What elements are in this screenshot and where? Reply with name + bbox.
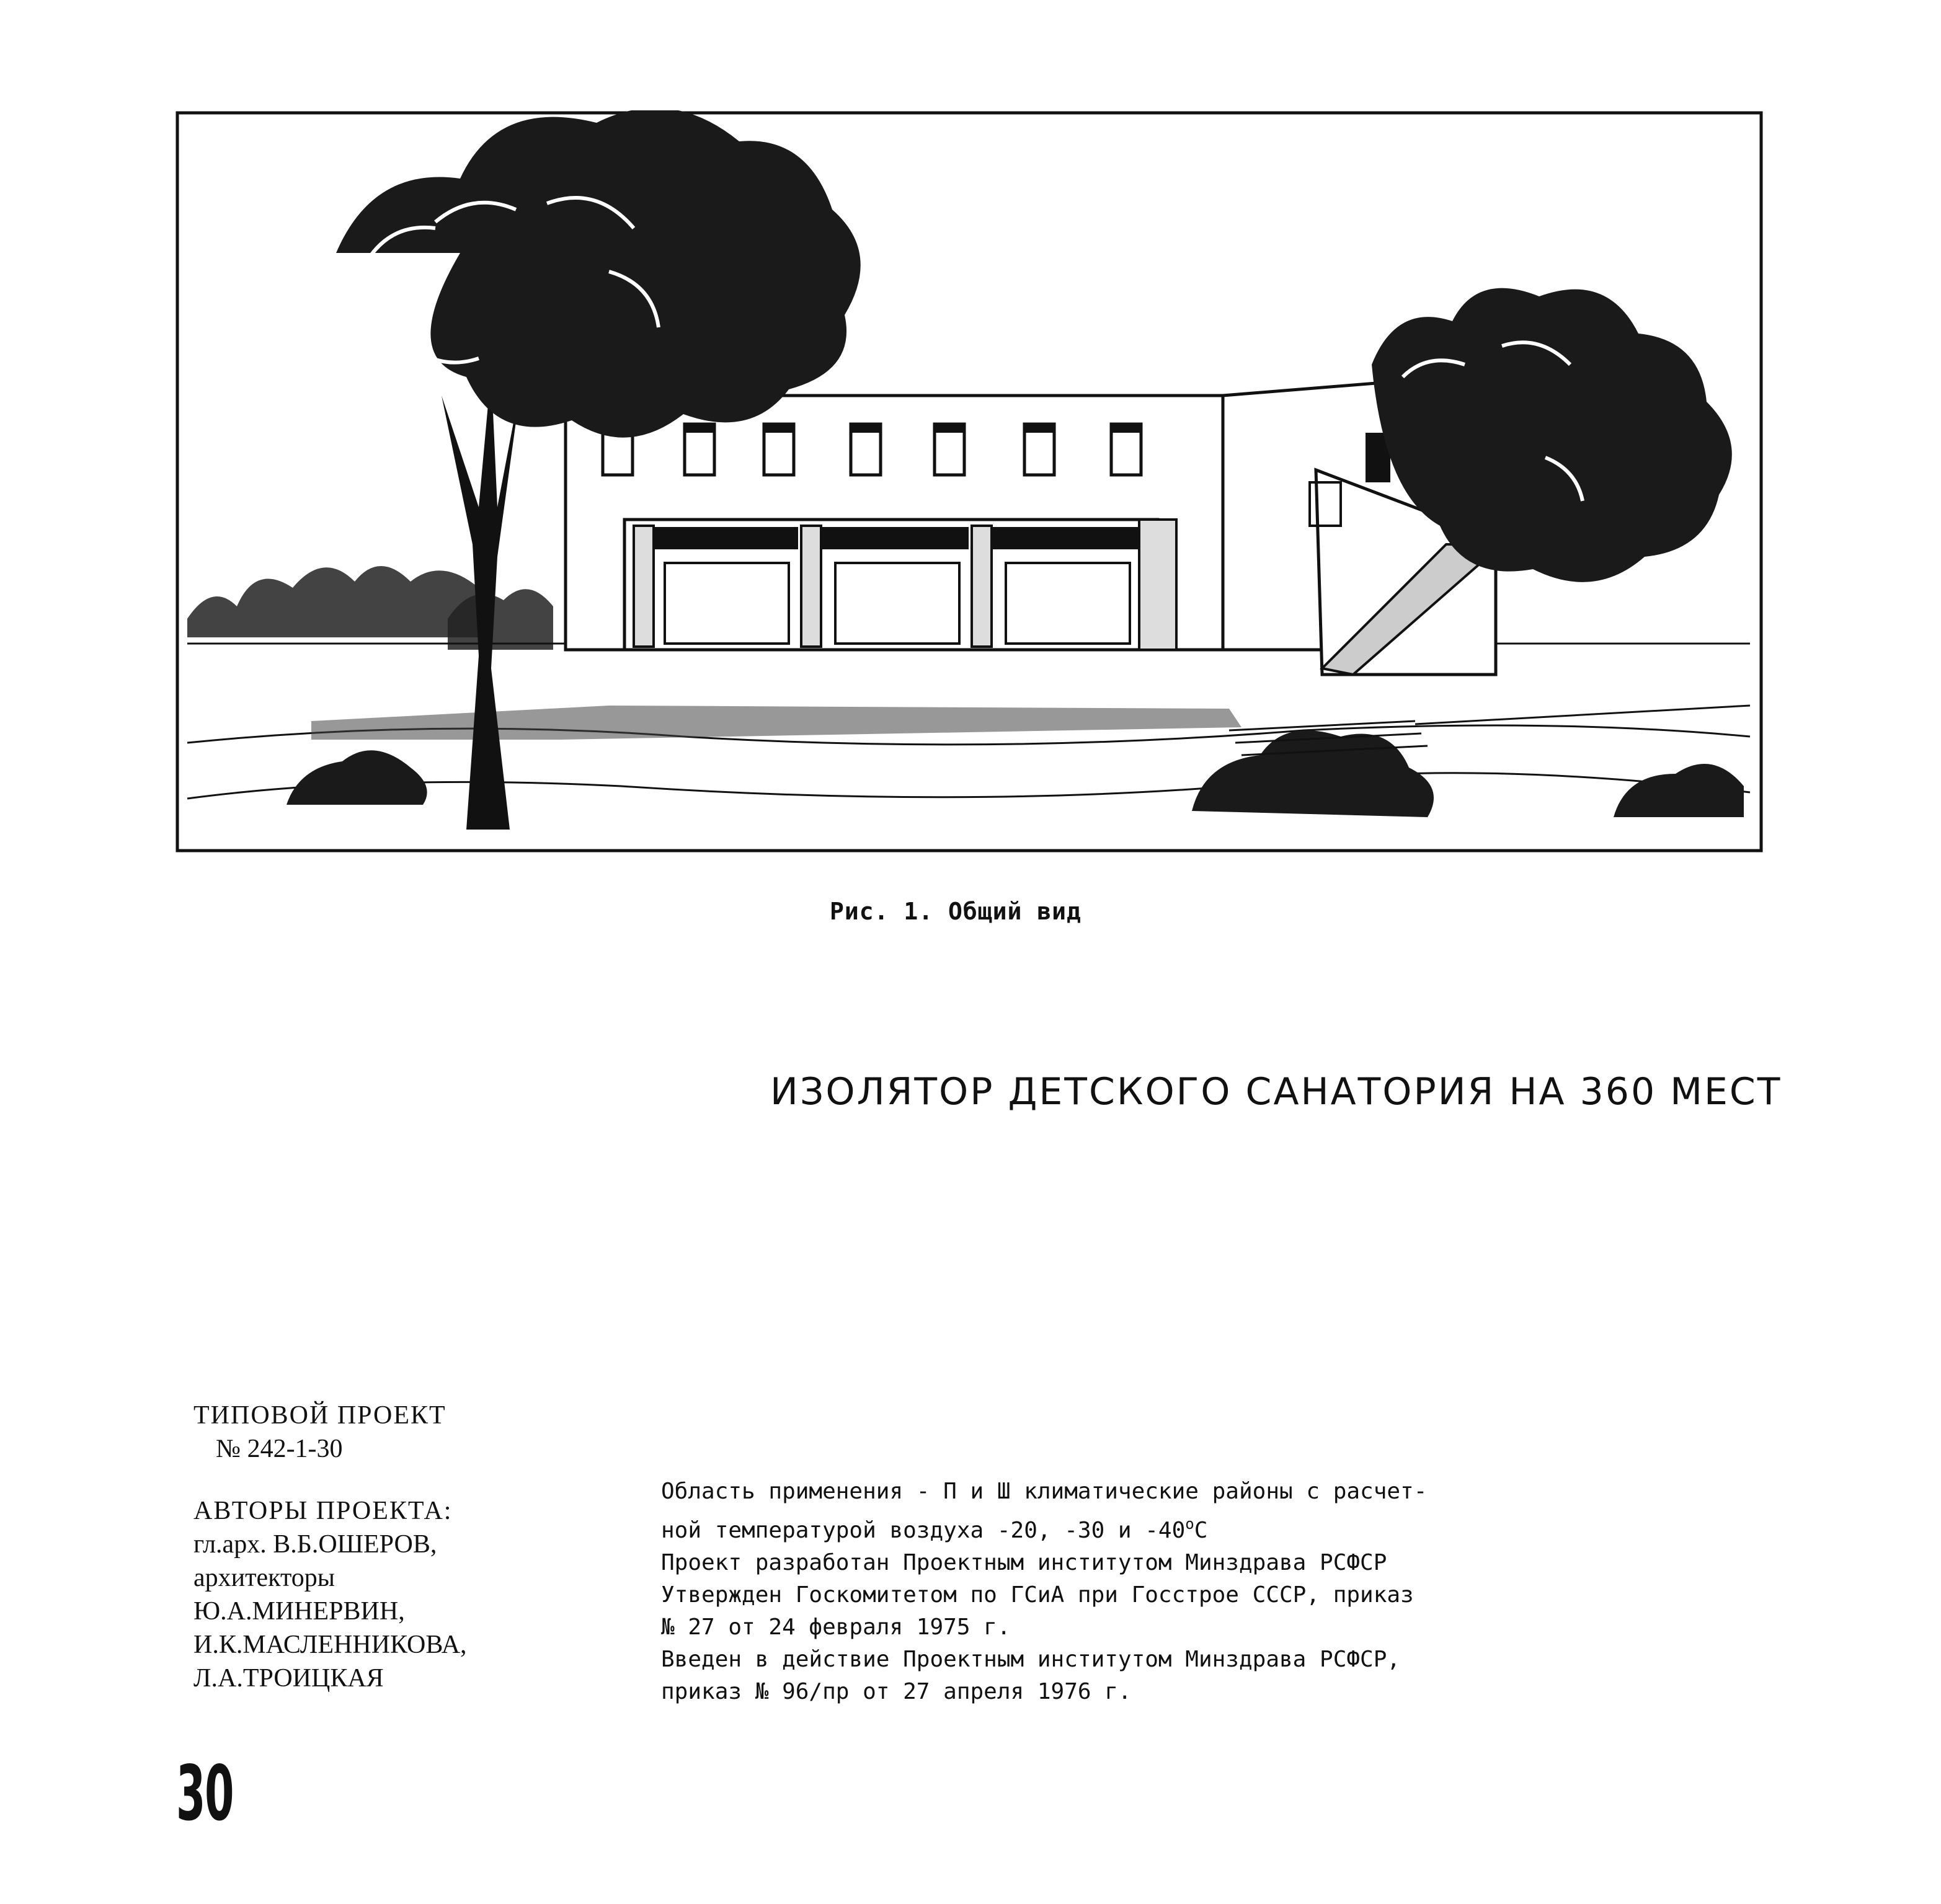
info-line: № 27 от 24 февраля 1975 г.: [661, 1614, 1011, 1640]
author-line: Ю.А.МИНЕРВИН,: [193, 1597, 405, 1626]
project-credits: [193, 1399, 467, 1695]
info-line-unit: С: [1194, 1518, 1208, 1543]
info-line: приказ № 96/пр от 27 апреля 1976 г.: [661, 1679, 1132, 1704]
info-line: Утвержден Госкомитетом по ГСиА при Госстрое СССР, приказ: [661, 1582, 1414, 1608]
author-line: Л.А.ТРОИЦКАЯ: [193, 1664, 384, 1693]
author-line: И.К.МАСЛЕННИКОВА,: [193, 1631, 467, 1659]
project-info: [661, 1476, 1529, 1708]
figure-caption: Рис. 1. Общий вид: [830, 898, 1082, 925]
info-line: Область применения - П и Ш климатические районы с расчет-: [661, 1479, 1428, 1504]
info-line: [661, 1508, 1529, 1547]
project-number: № 242-1-30: [216, 1435, 343, 1463]
project-type-label: ТИПОВОЙ ПРОЕКТ: [193, 1401, 446, 1430]
building-perspective-illustration-icon: [175, 110, 1764, 853]
info-line: Проект разработан Проектным институтом Минздрава РСФСР: [661, 1550, 1387, 1575]
building-illustration: [175, 110, 1764, 853]
page-title: ИЗОЛЯТОР ДЕТСКОГО САНАТОРИЯ НА 360 МЕСТ: [770, 1070, 1782, 1114]
info-line-text: ной температурой воздуха -20, -30 и -40: [661, 1518, 1186, 1543]
author-line: гл.арх. В.Б.ОШЕРОВ,: [193, 1530, 437, 1559]
info-line: Введен в действие Проектным институтом Минздрава РСФСР,: [661, 1647, 1401, 1672]
authors-label: АВТОРЫ ПРОЕКТА:: [193, 1497, 453, 1525]
author-line: архитекторы: [193, 1564, 335, 1592]
page-number: 30: [176, 1750, 234, 1838]
degree-sign: о: [1185, 1515, 1194, 1533]
